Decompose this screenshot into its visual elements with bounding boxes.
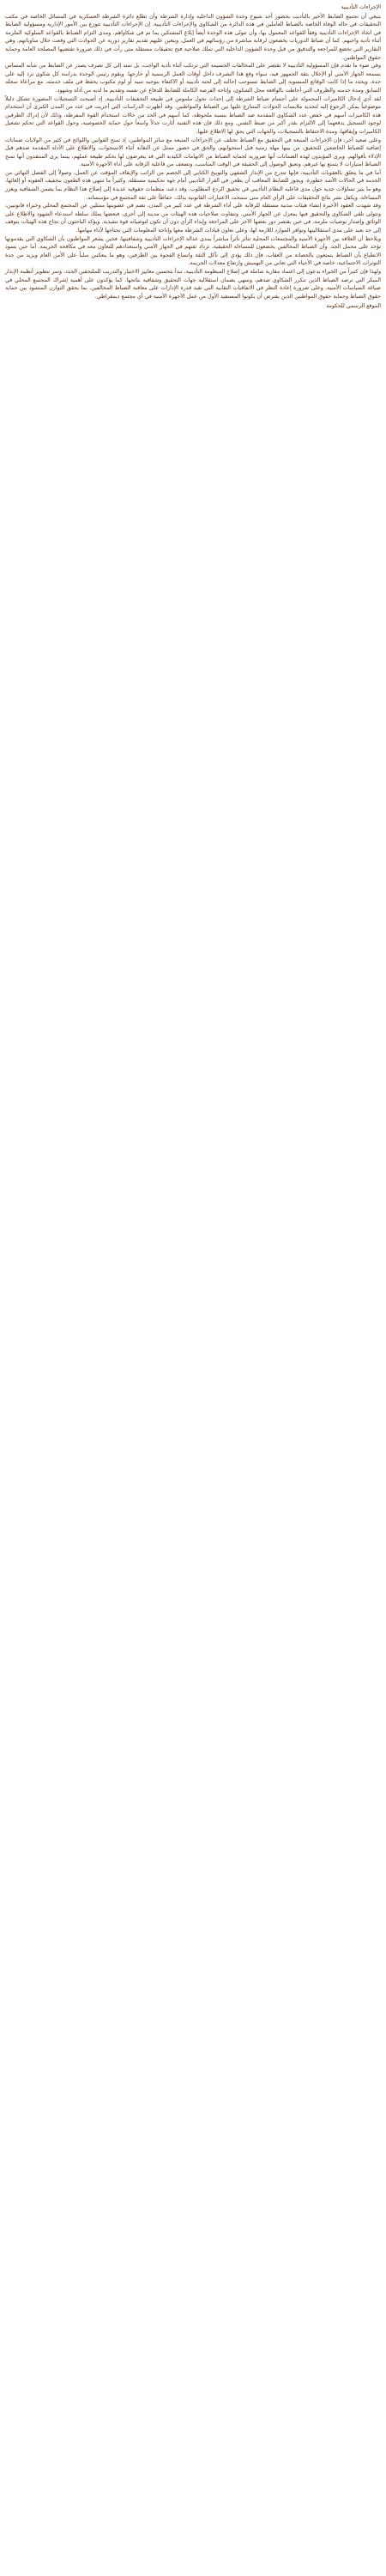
- article-paragraph-8: ولهذا فإن كثيراً من الخبراء يدعون إلى اعتماد مقاربة شاملة في إصلاح المنظومة التأديبية، تبدأ بتحسين معايير الاختيار والتدريب للملتحقين الجدد، وتمر بتطوير أنظمة الإنذار المبكر التي ترصد الضباط الذين تتكرر الشكاوى ضدهم، وتنتهي بضمان استقلالية جهات التحقيق وشفافية نتائجها. كما يؤكدون على أهمية إشراك المجتمع المحلي في صياغة السياسات الأمنية، وعلى ضرورة إعادة النظر في الاتفاقيات النقابية التي تقيد قدرة الإدارات على معاقبة الضباط المخالفين، بما يحقق التوازن المنشود بين حماية حقوق الضباط وحماية حقوق المواطنين الذين يفترض أن يكونوا المستفيد الأول من عمل الأجهزة الأمنية في أي مجتمع ديمقراطي.: [5, 269, 381, 300]
- article-paragraph-7: ويلاحظ أن العلاقة بين الأجهزة الأمنية والمجتمعات المحلية تتأثر تأثراً مباشراً بمدى عدالة الإجراءات التأديبية وشفافيتها، فحين يشعر المواطنون بأن الشكاوى التي يقدمونها تؤخذ على محمل الجد، وأن الضباط المخالفين يخضعون للمساءلة الحقيقية، تزداد ثقتهم في الجهاز الأمني واستعدادهم للتعاون معه في مكافحة الجريمة. أما حين يسود الانطباع بأن الضباط يتمتعون بالحصانة من العقاب، فإن ذلك يؤدي إلى تآكل الثقة واتساع الفجوة بين الطرفين، وهو ما ينعكس سلباً على الأمن العام ويزيد من حدة التوترات الاجتماعية، خاصة في الأحياء التي تعاني من التهميش وارتفاع معدلات الجريمة.: [5, 235, 381, 267]
- article-source: الموقع الرسمي للحكومة: [326, 303, 381, 310]
- article-paragraph-1: ينبغي أن تجتمع الضابط الأخير بالتأديب بحضور أحد شيوخ وحدة الشؤون الداخلية وإدارة الشرطة وأن تطلع دائرة الشرطة العسكرية في المسائل الخاصة في مكتب التحقيقات في حالة الوفاة الخاصة بالضباط العاملين في هذه الدائرة من الشكاوى والإجراءات التأديبية. إن الإجراءات التأديبية تتوزع بين الأمور الإدارية ومسؤولية الضابط في اتخاذ الإجراءات التأديبية وفقاً للقواعد المعمول بها، وأن تتولى هذه الوحدة أيضاً إبلاغ المشتكين بما تم في شكاواهم، ومدى التزام الضباط بالقواعد السلوكية الملزمة أثناء تأدية واجبهم. كما أن ضباط الدوريات يخضعون لرقابة مباشرة من رؤسائهم في العمل، ويتعين عليهم تقديم تقارير دورية عن الحوادث التي وقعت خلال مناوباتهم، وهي التقارير التي تخضع للمراجعة والتدقيق من قبل وحدة الشؤون الداخلية التي تملك صلاحية فتح تحقيقات مستقلة متى رأت في ذلك ضرورة تقتضيها المصلحة العامة وحماية حقوق المواطنين.: [5, 13, 381, 61]
- article-paragraph-3: لقد أدى إدخال الكاميرات المحمولة على أجسام ضباط الشرطة إلى إحداث تحول ملموس في طبيعة التحقيقات التأديبية، إذ أصبحت التسجيلات المصورة تشكل دليلاً موضوعياً يمكن الرجوع إليه لتحديد ملابسات الحوادث المتنازع عليها بين الضباط والمواطنين. وقد أظهرت الدراسات التي أجريت في عدد من المدن الكبرى أن استخدام هذه الكاميرات أسهم في خفض عدد الشكاوى المقدمة ضد الضباط بنسبة ملحوظة، كما أسهم في الحد من حالات استخدام القوة المفرطة، وذلك لأن إدراك الطرفين لوجود التسجيل يدفعهما إلى الالتزام بقدر أكبر من ضبط النفس. ومع ذلك فإن هذه التقنية أثارت جدلاً واسعاً حول حماية الخصوصية، وحول القواعد التي تحكم تشغيل الكاميرات وإيقافها، ومدة الاحتفاظ بالتسجيلات، والجهات التي يحق لها الاطلاع عليها.: [5, 95, 381, 135]
- article-paragraph-2: وفي ضوء ما تقدم فإن المسؤولية التأديبية لا تقتصر على المخالفات الجسيمة التي ترتكب أثناء تأدية الواجب، بل تمتد إلى كل تصرف يصدر عن الضابط من شأنه المساس بسمعة الجهاز الأمني أو الإخلال بثقة الجمهور فيه، سواء وقع هذا التصرف داخل أوقات العمل الرسمية أو خارجها. ويقوم رئيس الوحدة بدراسة كل شكوى ترد إليه على حدة، ويحدد ما إذا كانت الوقائع المنسوبة إلى الضابط تستوجب إحالته إلى لجنة تأديبية أو الاكتفاء بتوجيه تنبيه أو لوم مكتوب يحفظ في ملف خدمته، مع مراعاة سجله السابق ومدة خدمته والظروف التي أحاطت بالواقعة محل الشكوى، وإتاحة الفرصة الكاملة للضابط للدفاع عن نفسه وتقديم ما لديه من أدلة وشهود.: [5, 63, 381, 94]
- article-title: الإجراءات التأديبية: [341, 4, 381, 10]
- article-paragraph-4: وعلى صعيد آخر، فإن الإجراءات المتبعة في التحقيق مع الضباط تختلف عن الإجراءات المتبعة مع سائر المواطنين، إذ تمنح القوانين واللوائح في كثير من الولايات ضمانات إضافية للضباط الخاضعين للتحقيق، من بينها مهلة زمنية قبل استجوابهم، والحق في حضور ممثل عن النقابة أثناء الاستجواب، والاطلاع على الأدلة المقدمة ضدهم قبل الإدلاء بأقوالهم. ويرى المؤيدون لهذه الضمانات أنها ضرورية لحماية الضباط من الاتهامات الكيدية التي قد يتعرضون لها بحكم طبيعة عملهم، بينما يرى المنتقدون أنها تمنح الضباط امتيازات لا يتمتع بها غيرهم، وتعيق الوصول إلى الحقيقة في الوقت المناسب، وتضعف من فاعلية الرقابة على أداء الأجهزة الأمنية.: [5, 137, 381, 168]
- article-paragraph-6: وقد شهدت العقود الأخيرة إنشاء هيئات مدنية مستقلة للرقابة على أداء الشرطة في عدد كبير من المدن، تضم في عضويتها ممثلين عن المجتمع المحلي وخبراء قانونيين، وتتولى تلقي الشكاوى والتحقيق فيها بمعزل عن الجهاز الأمني. وتتفاوت صلاحيات هذه الهيئات من مدينة إلى أخرى، فبعضها يملك سلطة استدعاء الشهود والاطلاع على الوثائق وإصدار توصيات ملزمة، في حين يقتصر دور بعضها الآخر على المراجعة وإبداء الرأي دون أن تكون لتوصياته قوة تنفيذية. ويؤكد الباحثون أن نجاح هذه الهيئات يتوقف إلى حد بعيد على مدى استقلاليتها وتوافر الموارد اللازمة لها، وعلى تعاون قيادات الشرطة معها وإتاحة المعلومات التي تحتاجها لأداء مهامها.: [5, 203, 381, 234]
- article-paragraph-5: أما في ما يتعلق بالعقوبات التأديبية، فإنها تتدرج من الإنذار الشفهي والتوبيخ الكتابي إلى الخصم من الراتب والإيقاف المؤقت عن العمل، وصولاً إلى الفصل النهائي من الخدمة في الحالات الأشد خطورة. ويجوز للضابط المعاقب أن يطعن في القرار التأديبي أمام جهة تحكيمية مستقلة، وكثيراً ما تنتهي هذه الطعون بتخفيف العقوبة أو إلغائها، وهو ما يثير تساؤلات جدية حول مدى فاعلية النظام التأديبي في تحقيق الردع المطلوب. وقد دعت منظمات حقوقية عديدة إلى إصلاح هذا النظام بما يضمن الشفافية ويعزز المساءلة، ويكفل نشر نتائج التحقيقات على الرأي العام متى سمحت الاعتبارات القانونية بذلك، حفاظاً على ثقة المجتمع في مؤسساته.: [5, 169, 381, 201]
